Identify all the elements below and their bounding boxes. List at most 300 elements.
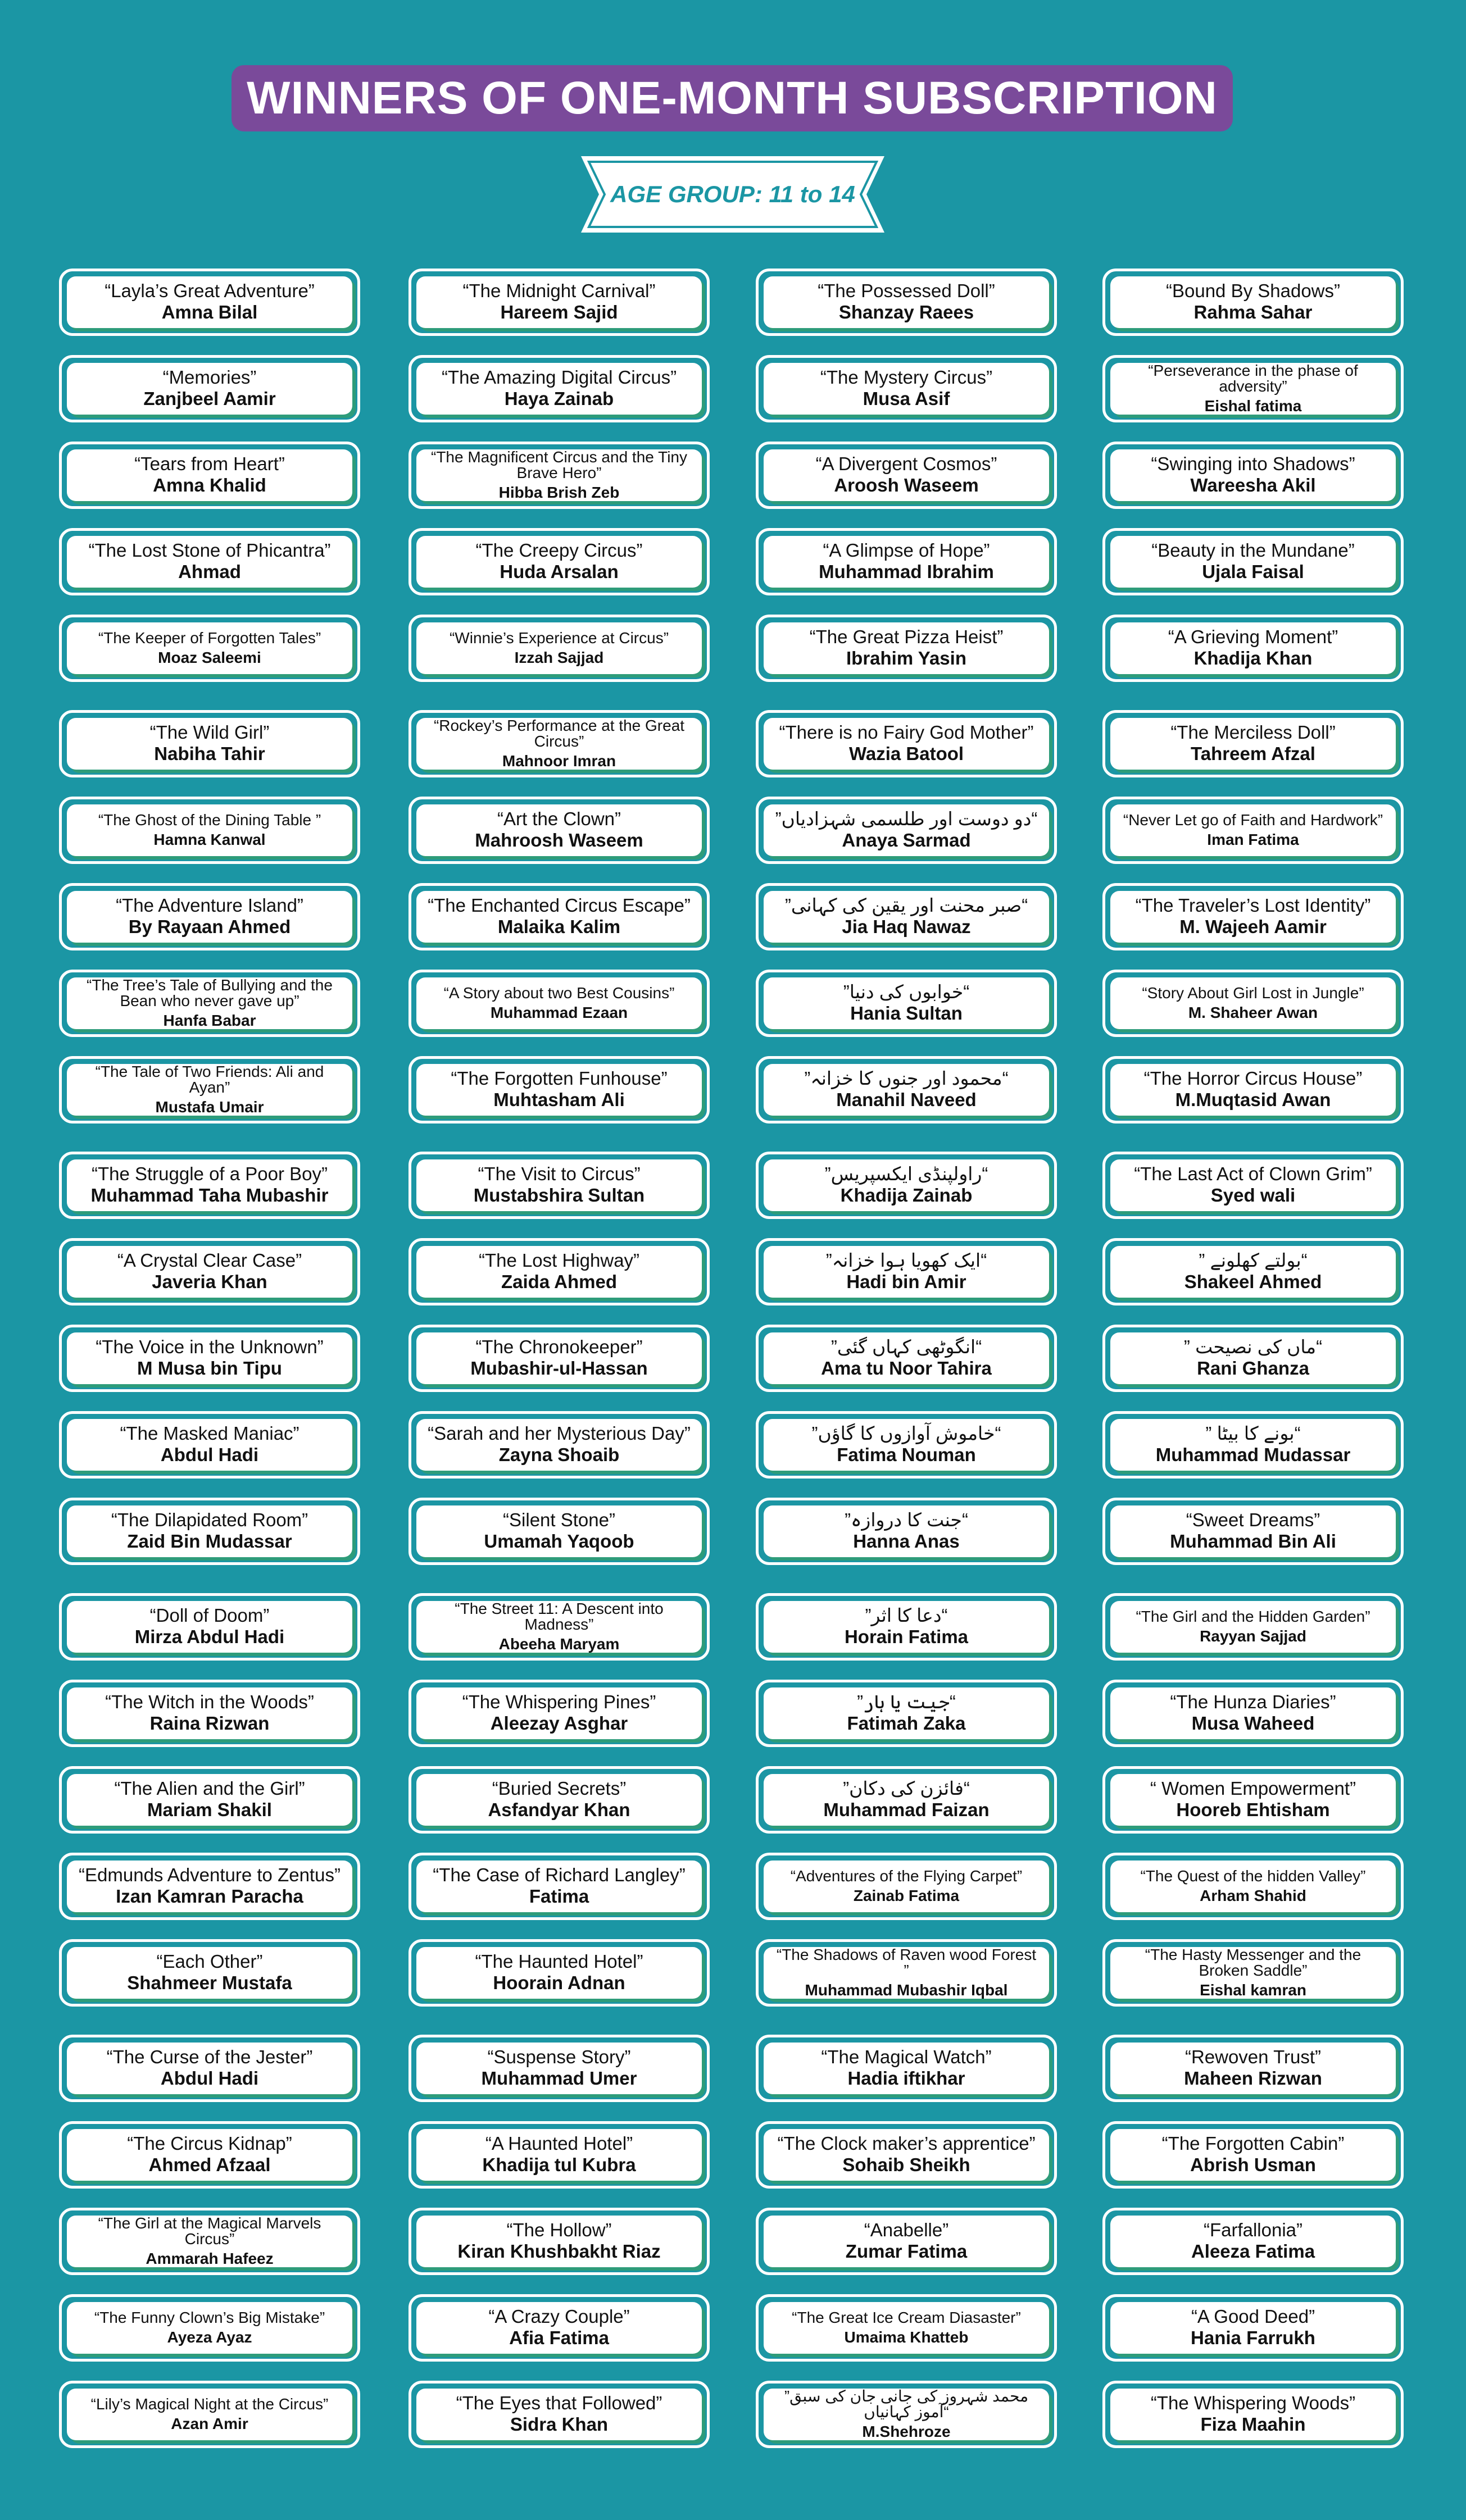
story-title: “A Good Deed” [1191,2305,1315,2327]
winner-card-body [67,891,352,943]
winner-card [59,2294,360,2362]
author-name: Khadija tul Kubra [482,2154,636,2176]
author-name: Hanna Anas [853,1531,960,1552]
winner-card [59,1766,360,1834]
winner-card-body [416,1774,702,1826]
winner-card-body [67,718,352,770]
story-title: “The Great Pizza Heist” [809,626,1004,647]
winner-card [756,1498,1057,1565]
story-title: “The Adventure Island” [116,894,303,916]
story-title: “The Eyes that Followed” [456,2392,662,2413]
winner-card [756,970,1057,1037]
author-name: Muhammad Ibrahim [819,561,994,583]
story-title: “A Story about two Best Cousins” [443,984,675,1002]
winner-card-body [416,2129,702,2181]
winner-card-body [1110,2129,1396,2181]
author-name: Khadija Khan [1193,648,1313,669]
story-title: “The Forgotten Cabin” [1161,2132,1345,2154]
winner-card-body [1110,1064,1396,1116]
story-title: ”فائزن کی دکان“ [843,1777,970,1799]
story-title: “The Chronokeeper” [475,1336,643,1357]
author-name: Shanzay Raees [838,302,974,323]
story-title: “The Visit to Circus” [478,1163,641,1184]
winner-card [409,2208,710,2275]
story-title: “The Whispering Woods” [1150,2392,1356,2413]
winner-card [59,883,360,950]
winner-card-body [1110,276,1396,328]
author-name: Hareem Sajid [500,302,618,323]
winner-card [409,1238,710,1306]
story-title: “The Tree’s Tale of Bullying and the Bean who never gave up” [87,976,333,1010]
winner-card-body [67,977,352,1029]
author-name: Izzah Sajjad [514,648,604,666]
author-name: M.Shehroze [862,2422,951,2440]
author-name: Ayeza Ayaz [167,2328,252,2346]
winner-card [756,615,1057,682]
author-name: Afia Fatima [509,2327,609,2349]
author-name: Rani Ghanza [1197,1358,1309,1379]
story-title: “The Creepy Circus” [475,539,643,561]
winner-card-body [764,718,1049,770]
winner-card-body [764,1246,1049,1298]
author-name: Ujala Faisal [1202,561,1304,583]
story-title: “The Voice in the Unknown” [96,1336,324,1357]
author-name: Azan Amir [171,2414,248,2432]
winner-card [409,970,710,1037]
winner-card-body [416,1159,702,1211]
winner-card-body [67,449,352,501]
winner-card [1102,1939,1404,2007]
winner-card [409,2381,710,2448]
winner-card [756,1593,1057,1661]
author-name: Haya Zainab [504,388,614,410]
author-name: Zaid Bin Mudassar [127,1531,292,1552]
author-name: Musa Waheed [1191,1713,1315,1734]
story-title: “Art the Clown” [497,808,621,829]
winner-card-body [1110,891,1396,943]
author-name: Abeeha Maryam [498,1635,620,1653]
page-title: WINNERS OF ONE-MONTH SUBSCRIPTION [232,65,1233,131]
winner-card [1102,355,1404,422]
story-title: “Sarah and her Mysterious Day” [428,1422,691,1444]
winner-card-body [416,2302,702,2354]
winner-card-body [416,804,702,856]
winner-card [756,883,1057,950]
author-name: M Musa bin Tipu [137,1358,282,1379]
author-name: Muhammad Bin Ali [1170,1531,1336,1552]
winner-card-body [1110,1687,1396,1739]
winner-card-body [764,536,1049,588]
winner-card [59,1593,360,1661]
story-title: “The Ghost of the Dining Table ” [98,811,321,829]
author-name: Ama tu Noor Tahira [821,1358,992,1379]
winner-card [1102,269,1404,336]
story-title: “A Crazy Couple” [488,2305,630,2327]
winner-card [59,1939,360,2007]
author-name: Moaz Saleemi [158,648,261,666]
author-name: Hania Farrukh [1191,2327,1315,2349]
author-name: Mariam Shakil [147,1799,272,1821]
author-name: Javeria Khan [152,1271,267,1293]
winner-card [756,2208,1057,2275]
story-title: “Beauty in the Mundane” [1151,539,1355,561]
author-name: Kiran Khushbakht Riaz [457,2241,661,2262]
author-name: Horain Fatima [844,1626,969,1648]
author-name: Aroosh Waseem [834,475,979,496]
author-name: Musa Asif [863,388,950,410]
age-group-label: AGE GROUP: 11 to 14 [610,181,855,207]
winner-card [1102,1498,1404,1565]
author-name: Umamah Yaqoob [484,1531,634,1552]
winner-card [59,2035,360,2102]
winner-card [59,710,360,777]
winner-card-body [416,1947,702,1999]
story-title: “The Keeper of Forgotten Tales” [98,629,321,647]
author-name: Fiza Maahin [1200,2414,1306,2435]
author-name: Malaika Kalim [497,916,621,938]
winner-card [59,1853,360,1920]
author-name: Shakeel Ahmed [1184,1271,1322,1293]
winner-card [59,528,360,595]
author-name: Nabiha Tahir [154,743,265,765]
winner-card [756,1939,1057,2007]
winner-card [1102,797,1404,864]
winner-card-body [67,1947,352,1999]
winner-card [409,528,710,595]
winner-card [1102,970,1404,1037]
story-title: “The Girl at the Magical Marvels Circus” [98,2214,321,2248]
winner-card-body [764,1419,1049,1471]
author-name: Iman Fatima [1207,830,1299,848]
winner-card [1102,2381,1404,2448]
story-title: ” بولتے کھلونے“ [1199,1249,1308,1271]
winner-card-body [764,449,1049,501]
story-title: “ Women Empowerment” [1150,1777,1356,1799]
winner-card [756,1056,1057,1123]
winner-card [59,2208,360,2275]
winner-card-body [67,622,352,674]
author-name: Mirza Abdul Hadi [134,1626,285,1648]
winner-card-body [416,449,702,501]
winner-card-body [416,2043,702,2094]
story-title: “Memories” [162,366,257,388]
story-title: “The Case of Richard Langley” [433,1864,686,1885]
author-name: Sohaib Sheikh [842,2154,970,2176]
winner-card [59,2121,360,2189]
story-title: “The Traveler’s Lost Identity” [1135,894,1371,916]
winner-card [59,1238,360,1306]
winner-card [1102,1593,1404,1661]
author-name: Maheen Rizwan [1184,2068,1322,2089]
winner-card [409,442,710,509]
winner-card-body [67,1159,352,1211]
story-title: “The Curse of the Jester” [106,2046,313,2067]
author-name: Izan Kamran Paracha [116,1886,303,1907]
author-name: Raina Rizwan [149,1713,270,1734]
winner-card-body [1110,622,1396,674]
author-name: Mustabshira Sultan [473,1185,645,1206]
winner-card-body [764,2389,1049,2440]
author-name: Shahmeer Mustafa [127,1972,292,1994]
winner-card [1102,2121,1404,2189]
winner-card-body [1110,1332,1396,1384]
winner-card [1102,442,1404,509]
winner-card-body [1110,363,1396,415]
story-title: “The Lost Stone of Phicantra” [88,539,331,561]
author-name: Aleezay Asghar [490,1713,628,1734]
author-name: Hamna Kanwal [153,830,266,848]
story-title: “A Grieving Moment” [1168,626,1338,647]
story-title: ”راولپنڈی ایکسپریس“ [824,1163,988,1184]
winner-card-body [416,1505,702,1557]
author-name: Muhammad Faizan [823,1799,990,1821]
story-title: “The Street 11: A Descent into Madness” [455,1599,664,1634]
winner-card [756,1853,1057,1920]
author-name: Abrish Usman [1190,2154,1316,2176]
winner-card-body [67,2389,352,2440]
story-title: “The Dilapidated Room” [111,1509,308,1530]
winner-card-body [764,2302,1049,2354]
story-title: “The Masked Maniac” [120,1422,299,1444]
author-name: Zanjbeel Aamir [143,388,276,410]
winner-card [1102,1325,1404,1392]
winner-card [59,1325,360,1392]
winner-card-body [67,2302,352,2354]
author-name: Muhammad Umer [481,2068,637,2089]
winner-card [756,1152,1057,1219]
winner-card [756,797,1057,864]
winner-card [756,2294,1057,2362]
winner-card [1102,1238,1404,1306]
winner-card-body [1110,2302,1396,2354]
winner-card-body [764,977,1049,1029]
winner-card [409,1939,710,2007]
story-title: “The Merciless Doll” [1170,721,1336,743]
author-name: Ibrahim Yasin [846,648,966,669]
winner-card [756,355,1057,422]
winner-card-body [67,1246,352,1298]
author-name: Hania Sultan [850,1003,963,1024]
winner-card [409,1680,710,1747]
story-title: “There is no Fairy God Mother” [779,721,1034,743]
author-name: Abdul Hadi [160,2068,259,2089]
winner-card-body [764,276,1049,328]
winner-card [409,269,710,336]
story-title: “The Amazing Digital Circus” [441,366,677,388]
story-title: “Suspense Story” [487,2046,631,2067]
winner-card [409,1853,710,1920]
winner-card-body [67,2129,352,2181]
winner-card-body [67,1687,352,1739]
winner-card-body [416,1601,702,1653]
story-title: “Adventures of the Flying Carpet” [790,1867,1023,1885]
author-name: Sidra Khan [510,2414,609,2435]
story-title: ”جنت کا دروازہ“ [845,1509,968,1530]
story-title: “The Wild Girl” [149,721,270,743]
author-name: Hanfa Babar [163,1011,256,1029]
winner-card [756,269,1057,336]
author-name: Hibba Brish Zeb [498,483,620,501]
winner-card [409,1766,710,1834]
story-title: “The Great Ice Cream Diasaster” [792,2309,1021,2327]
winner-card-body [1110,804,1396,856]
winner-card-body [416,891,702,943]
author-name: Zumar Fatima [845,2241,968,2262]
winner-card-body [416,276,702,328]
story-title: “Layla’s Great Adventure” [105,280,315,301]
story-title: “The Hasty Messenger and the Broken Saddle” [1145,1945,1361,1980]
winner-card-body [764,2216,1049,2267]
winner-card [409,2121,710,2189]
winner-card [756,1325,1057,1392]
winner-card [59,1411,360,1479]
story-title: “The Alien and the Girl” [114,1777,305,1799]
story-title: “The Clock maker’s apprentice” [777,2132,1036,2154]
author-name: Mahroosh Waseem [475,830,643,851]
author-name: Zainab Fatima [853,1886,960,1904]
winner-card-body [1110,1947,1396,1999]
winner-card-body [1110,1505,1396,1557]
story-title: “Rewoven Trust” [1184,2046,1322,2067]
winner-card-body [67,1332,352,1384]
story-title: “The Magnificent Circus and the Tiny Brave Hero” [431,448,687,482]
author-name: Hadia iftikhar [847,2068,965,2089]
story-title: “The Circus Kidnap” [127,2132,292,2154]
story-title: “The Lost Highway” [478,1249,640,1271]
story-title: “Each Other” [156,1950,263,1972]
author-name: Aleeza Fatima [1191,2241,1315,2262]
winner-card-body [416,1861,702,1912]
author-name: Ahmed Afzaal [148,2154,271,2176]
winner-card-body [416,1419,702,1471]
story-title: “Tears from Heart” [134,453,285,474]
story-title: “Sweet Dreams” [1186,1509,1320,1530]
winner-card-body [1110,977,1396,1029]
winner-card [409,883,710,950]
story-title: “Farfallonia” [1203,2219,1303,2240]
author-name: Abdul Hadi [160,1444,259,1466]
winner-card [1102,1853,1404,1920]
winner-card [756,2381,1057,2448]
story-title: “Perseverance in the phase of adversity” [1148,361,1358,395]
author-name: Arham Shahid [1200,1886,1306,1904]
author-name: Hooreb Ehtisham [1176,1799,1330,1821]
story-title: “Rockey’s Performance at the Great Circus” [433,716,685,750]
author-name: Fatima Nouman [837,1444,976,1466]
story-title: “Edmunds Adventure to Zentus” [79,1864,341,1885]
story-title: “A Haunted Hotel” [485,2132,633,2154]
winner-card [1102,2294,1404,2362]
winner-card-body [764,1774,1049,1826]
story-title: “The Hunza Diaries” [1170,1691,1336,1712]
author-name: Manahil Naveed [836,1089,977,1111]
winner-card [409,1498,710,1565]
story-title: “Anabelle” [864,2219,949,2240]
winner-card-body [764,2129,1049,2181]
winner-card-body [416,1687,702,1739]
author-name: Anaya Sarmad [842,830,971,851]
winner-card [409,710,710,777]
story-title: “The Haunted Hotel” [475,1950,643,1972]
story-title: “Bound By Shadows” [1165,280,1340,301]
winner-card-body [416,1064,702,1116]
story-title: “A Crystal Clear Case” [117,1249,302,1271]
winner-card [409,2035,710,2102]
author-name: Amna Bilal [161,302,258,323]
story-title: “The Funny Clown’s Big Mistake” [94,2309,325,2327]
winner-card [409,1056,710,1123]
story-title: ”انگوٹھی کہاں گئی“ [830,1336,982,1357]
author-name: Hoorain Adnan [493,1972,625,1994]
winner-card [756,2035,1057,2102]
winner-card-body [764,1601,1049,1653]
winner-card [1102,1680,1404,1747]
author-name: Khadija Zainab [840,1185,973,1206]
author-name: By Rayaan Ahmed [128,916,291,938]
story-title: “Buried Secrets” [492,1777,627,1799]
story-title: “The Whispering Pines” [462,1691,656,1712]
story-title: “The Enchanted Circus Escape” [428,894,691,916]
winner-card-body [67,804,352,856]
winner-card-body [1110,536,1396,588]
author-name: Eishal kamran [1200,1981,1306,1999]
winner-card [756,1766,1057,1834]
winner-card [756,1680,1057,1747]
winner-card-body [764,1947,1049,1999]
author-name: Tahreem Afzal [1191,743,1315,765]
author-name: Rahma Sahar [1193,302,1313,323]
story-title: “The Struggle of a Poor Boy” [91,1163,328,1184]
author-name: Wareesha Akil [1190,475,1316,496]
author-name: M. Wajeeh Aamir [1179,916,1327,938]
winner-card [409,1325,710,1392]
winner-card [59,797,360,864]
winner-card [1102,1056,1404,1123]
winner-card-body [764,2043,1049,2094]
author-name: Ammarah Hafeez [146,2249,274,2267]
story-title: “A Glimpse of Hope” [823,539,990,561]
winner-card [409,1152,710,1219]
winner-card-body [67,1861,352,1912]
winner-card [756,442,1057,509]
story-title: “The Shadows of Raven wood Forest ” [776,1945,1037,1980]
winner-card [59,1498,360,1565]
winner-card-body [1110,449,1396,501]
winner-card [409,355,710,422]
author-name: Fatima [529,1886,589,1907]
author-name: Zaida Ahmed [501,1271,617,1293]
winner-card [756,1238,1057,1306]
author-name: Asfandyar Khan [488,1799,630,1821]
winner-card-body [67,1601,352,1653]
winner-card-body [67,2043,352,2094]
author-name: Amna Khalid [153,475,266,496]
winner-card [1102,1152,1404,1219]
winner-card-body [416,2389,702,2440]
winner-card [59,442,360,509]
story-title: “The Horror Circus House” [1143,1067,1363,1089]
author-name: Hadi bin Amir [846,1271,966,1293]
story-title: ” ماں کی نصیحت“ [1183,1336,1323,1357]
author-name: Huda Arsalan [500,561,619,583]
story-title: “The Possessed Doll” [818,280,995,301]
winner-card-body [67,1419,352,1471]
story-title: “The Last Act of Clown Grim” [1134,1163,1372,1184]
winner-card [409,615,710,682]
winner-card [409,797,710,864]
story-title: ”خوابوں کی دنیا“ [843,981,970,1002]
story-title: “The Tale of Two Friends: Ali and Ayan” [95,1062,324,1097]
